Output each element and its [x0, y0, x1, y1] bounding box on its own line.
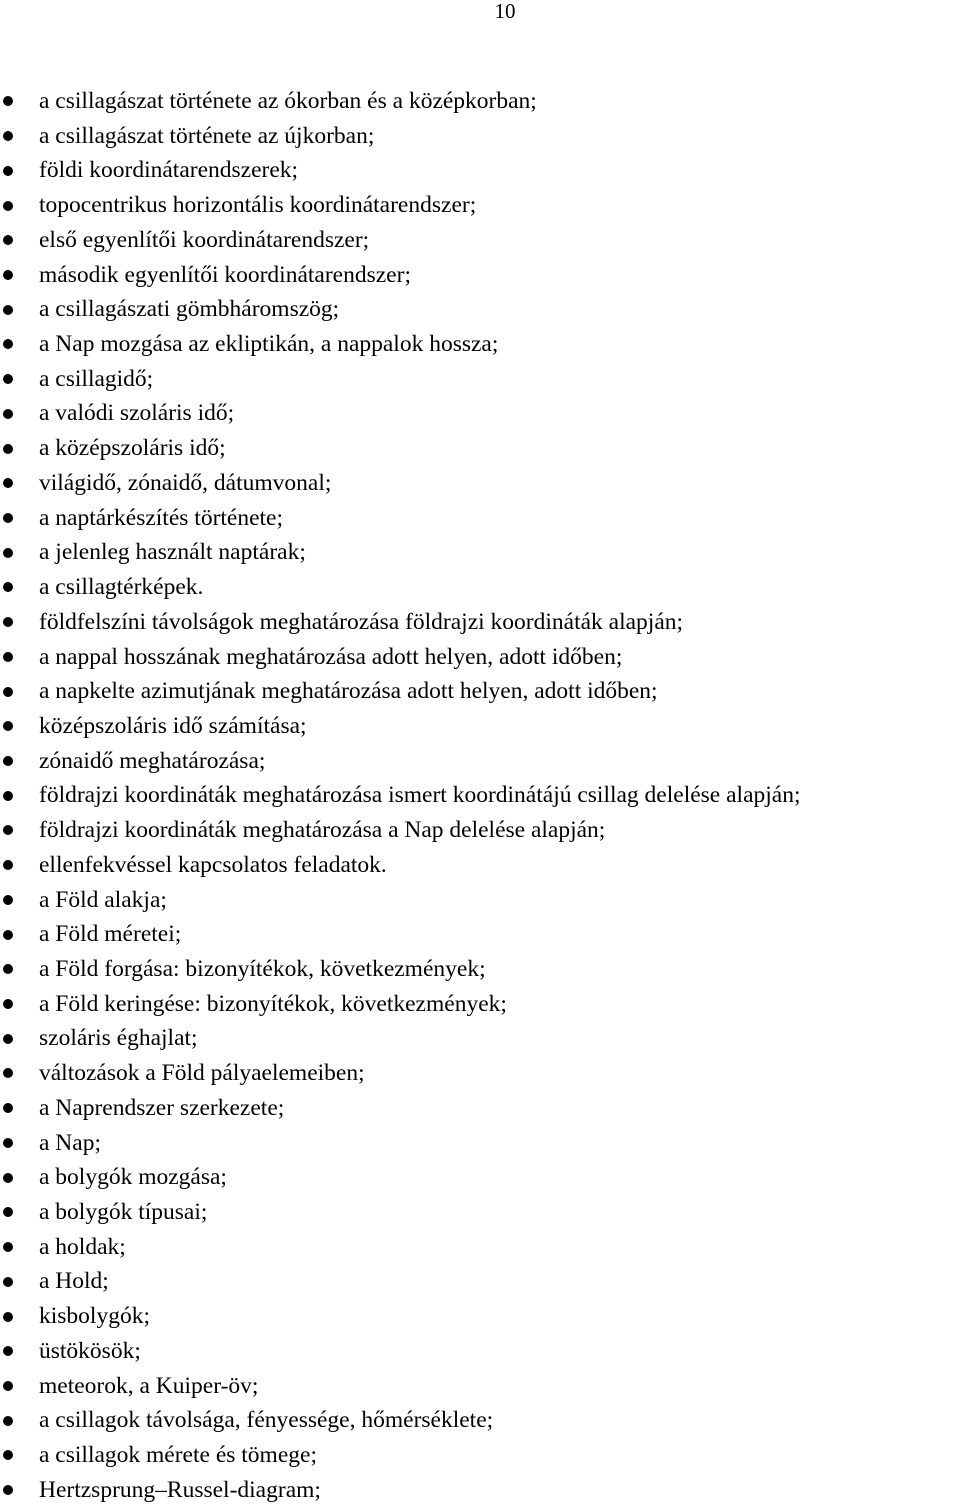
bullet-icon [3, 235, 13, 245]
bullet-icon [3, 513, 13, 523]
list-item-text: a Nap; [39, 1129, 101, 1156]
list-item [0, 813, 960, 848]
list-item [0, 848, 960, 883]
list-item [0, 1438, 960, 1473]
list-item [0, 188, 960, 223]
list-item [0, 431, 960, 466]
bullet-icon [3, 1346, 13, 1356]
bullet-icon [3, 1138, 13, 1148]
list-item-text: a Nap mozgása az ekliptikán, a nappalok hossza; [39, 331, 499, 358]
bullet-icon [3, 825, 13, 835]
list-item [0, 570, 960, 605]
list-item [0, 640, 960, 675]
bullet-icon [3, 721, 13, 731]
bullet-icon [3, 1103, 13, 1113]
list-item [0, 223, 960, 258]
list-item-text: a napkelte azimutjának meghatározása adott helyen, adott időben; [39, 678, 658, 705]
list-item [0, 535, 960, 570]
bullet-icon [3, 374, 13, 384]
list-item-text: a csillagidő; [39, 365, 154, 392]
bullet-icon [3, 1207, 13, 1217]
list-item [0, 1230, 960, 1265]
list-item [0, 1473, 960, 1508]
list-item [0, 153, 960, 188]
list-item [0, 709, 960, 744]
list-item-text: a Föld forgása: bizonyítékok, következmények; [39, 955, 486, 982]
list-item [0, 466, 960, 501]
list-item-text: meteorok, a Kuiper-öv; [39, 1372, 259, 1399]
list-item [0, 1021, 960, 1056]
list-item [0, 1403, 960, 1438]
list-item-text: a nappal hosszának meghatározása adott helyen, adott időben; [39, 643, 623, 670]
bullet-icon [3, 687, 13, 697]
list-item-text: a Föld alakja; [39, 886, 167, 913]
list-item [0, 883, 960, 918]
list-item [0, 1195, 960, 1230]
list-item-text: első egyenlítői koordinátarendszer; [39, 226, 370, 253]
bullet-icon [3, 1242, 13, 1252]
list-item [0, 952, 960, 987]
list-item [0, 917, 960, 952]
list-item [0, 84, 960, 119]
bullet-icon [3, 617, 13, 627]
bullet-icon [3, 444, 13, 454]
list-item [0, 744, 960, 779]
page-number [0, 0, 960, 22]
bullet-icon [3, 96, 13, 106]
bullet-icon [3, 548, 13, 558]
bullet-icon [3, 409, 13, 419]
bullet-icon [3, 756, 13, 766]
list-item-text: topocentrikus horizontális koordinátarendszer; [39, 192, 477, 219]
list-item-text: a csillagok mérete és tömege; [39, 1442, 317, 1469]
list-item-text: a Naprendszer szerkezete; [39, 1094, 285, 1121]
list-item [0, 362, 960, 397]
list-item [0, 1160, 960, 1195]
list-item [0, 674, 960, 709]
list-item-text: a Föld keringése: bizonyítékok, következmények; [39, 990, 507, 1017]
list-item-text: földrajzi koordináták meghatározása a Nap delelése alapján; [39, 817, 606, 844]
bullet-icon [3, 999, 13, 1009]
bullet-icon [3, 1173, 13, 1183]
bullet-icon [3, 964, 13, 974]
bullet-icon [3, 131, 13, 141]
list-item-text: a holdak; [39, 1233, 126, 1260]
list-item [0, 258, 960, 293]
list-item-text: kisbolygók; [39, 1303, 150, 1330]
list-item-text: változások a Föld pályaelemeiben; [39, 1060, 365, 1087]
list-item [0, 1056, 960, 1091]
list-item-text: földfelszíni távolságok meghatározása földrajzi koordináták alapján; [39, 608, 684, 635]
bullet-icon [3, 305, 13, 315]
list-item [0, 987, 960, 1022]
list-item [0, 1369, 960, 1404]
list-item-text: a csillagászati gömbháromszög; [39, 296, 340, 323]
list-item-text: Hertzsprung–Russel-diagram; [39, 1476, 321, 1503]
bullet-icon [3, 1381, 13, 1391]
bullet-icon [3, 1034, 13, 1044]
list-item [0, 119, 960, 154]
list-item-text: földrajzi koordináták meghatározása ismert koordinátájú csillag delelése alapján; [39, 782, 801, 809]
list-item [0, 327, 960, 362]
list-item-text: a bolygók típusai; [39, 1199, 208, 1225]
list-item [0, 778, 960, 813]
list-item [0, 1299, 960, 1334]
bullet-icon [3, 791, 13, 801]
list-item-text: a csillagászat története az ókorban és a középkorban; [39, 88, 537, 114]
list-item [0, 1264, 960, 1299]
bullet-icon [3, 201, 13, 211]
list-item-text: a középszoláris idő; [39, 435, 226, 462]
bullet-icon [3, 166, 13, 176]
list-item-text: középszoláris idő számítása; [39, 712, 307, 739]
list-item-text: a csillagtérképek. [39, 574, 204, 601]
list-item [0, 1334, 960, 1369]
bullet-icon [3, 1068, 13, 1078]
bullet-icon [3, 652, 13, 662]
list-item [0, 501, 960, 536]
bullet-icon [3, 1450, 13, 1460]
list-item [0, 1091, 960, 1126]
page-number-text: 10 [494, 0, 516, 23]
list-item-text: világidő, zónaidő, dátumvonal; [39, 469, 332, 496]
list-item-text: a Föld méretei; [39, 921, 182, 948]
list-item-text: szoláris éghajlat; [39, 1025, 198, 1052]
bullet-icon [3, 339, 13, 349]
bullet-list [0, 84, 960, 1507]
list-item-text: földi koordinátarendszerek; [39, 157, 299, 184]
list-item-text: a naptárkészítés története; [39, 504, 284, 531]
bullet-icon [3, 860, 13, 870]
bullet-icon [3, 1485, 13, 1495]
list-item [0, 1126, 960, 1161]
list-item [0, 605, 960, 640]
list-item-text: ellenfekvéssel kapcsolatos feladatok. [39, 851, 387, 878]
bullet-icon [3, 930, 13, 940]
list-item-text: üstökösök; [39, 1337, 141, 1364]
bullet-icon [3, 478, 13, 488]
list-item-text: második egyenlítői koordinátarendszer; [39, 261, 411, 288]
list-item-text: a csillagászat története az újkorban; [39, 122, 375, 149]
bullet-icon [3, 895, 13, 905]
list-item-text: a valódi szoláris idő; [39, 400, 235, 427]
list-item-text: a Hold; [39, 1268, 109, 1295]
list-item [0, 396, 960, 431]
list-item [0, 292, 960, 327]
bullet-icon [3, 270, 13, 280]
bullet-icon [3, 1312, 13, 1322]
bullet-icon [3, 582, 13, 592]
list-item-text: a jelenleg használt naptárak; [39, 539, 306, 566]
list-item-text: zónaidő meghatározása; [39, 747, 266, 774]
bullet-icon [3, 1277, 13, 1287]
list-item-text: a bolygók mozgása; [39, 1164, 227, 1191]
bullet-icon [3, 1416, 13, 1426]
list-item-text: a csillagok távolsága, fényessége, hőmérséklete; [39, 1407, 494, 1434]
